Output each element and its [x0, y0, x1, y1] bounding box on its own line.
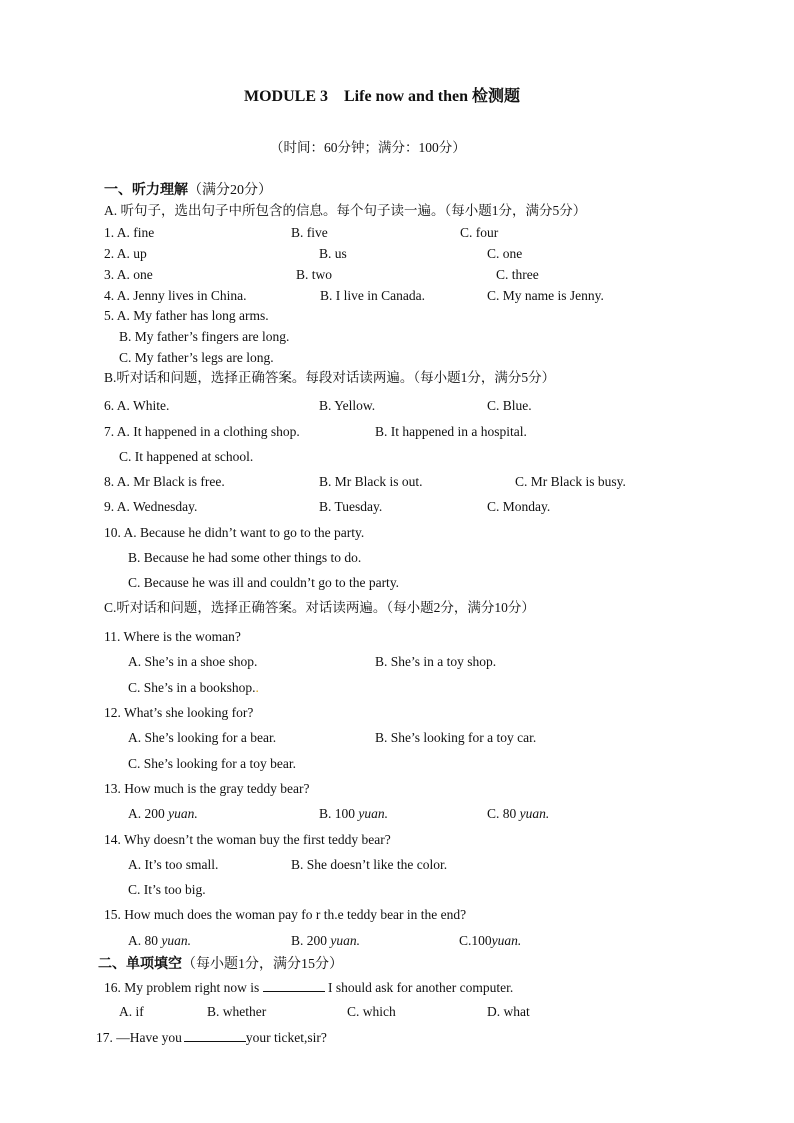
q6-option-b: B. Yellow.: [319, 398, 376, 413]
q1-option-b: B. five: [291, 225, 328, 240]
section-score: （满分20分）: [188, 183, 272, 198]
page-subtitle: （时间：60分钟；满分：100分）: [270, 140, 466, 155]
q14-option-c: C. It’s too big.: [128, 882, 206, 897]
q10-option-c: C. Because he was ill and couldn’t go to the party.: [128, 575, 400, 590]
q10-option-a: 10. A. Because he didn’t want to go to the party.: [104, 525, 365, 540]
q3-option-c: C. three: [496, 267, 539, 282]
q15-option-a-text: A. 80: [128, 933, 158, 948]
q17-text-after: your ticket,sir?: [245, 1030, 327, 1045]
subsection-b: B.听对话和问题，选择正确答案。每段对话读两遍。（每小题1分，满分5分）: [104, 370, 556, 385]
unit-yuan: yuan.: [330, 933, 361, 948]
q16-option-c: C. which: [347, 1004, 396, 1019]
q15-question: 15. How much does the woman pay fo r th.e teddy bear in the end?: [104, 907, 467, 922]
q8-option-a: 8. A. Mr Black is free.: [104, 474, 225, 489]
q2-option-b: B. us: [319, 246, 347, 261]
q16-option-b: B. whether: [207, 1004, 267, 1019]
q16-text-before: 16. My problem right now is: [104, 980, 260, 995]
q15-option-c-text: C.100: [459, 933, 492, 948]
q4-option-c: C. My name is Jenny.: [487, 288, 604, 303]
q11-option-b: B. She’s in a toy shop.: [375, 654, 497, 669]
answer-blank: [184, 1029, 246, 1042]
q1-option-a: 1. A. fine: [104, 225, 155, 240]
q13-question: 13. How much is the gray teddy bear?: [104, 781, 310, 796]
section-title: 二、单项填空: [98, 957, 182, 972]
q16-question: [104, 979, 513, 996]
q5-option-b: B. My father’s fingers are long.: [119, 329, 290, 344]
section-title: 一、听力理解: [104, 183, 188, 198]
q8-option-b: B. Mr Black is out.: [319, 474, 423, 489]
page-title: MODULE 3 Life now and then 检测题: [244, 88, 521, 105]
q5-option-c: C. My father’s legs are long.: [119, 350, 274, 365]
subsection-c: C.听对话和问题，选择正确答案。对话读两遍。（每小题2分，满分10分）: [104, 600, 535, 615]
q4-option-b: B. I live in Canada.: [320, 288, 425, 303]
q7-option-a: 7. A. It happened in a clothing shop.: [104, 424, 300, 439]
q16-text-after: I should ask for another computer.: [328, 980, 514, 995]
unit-yuan: yuan.: [161, 933, 191, 948]
unit-yuan: yuan.: [519, 806, 550, 821]
section-heading-listening: [104, 183, 272, 199]
q12-option-b: B. She’s looking for a toy car.: [375, 730, 537, 745]
subsection-a: A. 听句子，选出句子中所包含的信息。每个句子读一遍。（每小题1分，满分5分）: [104, 203, 587, 218]
q2-option-a: 2. A. up: [104, 246, 147, 261]
q3-option-b: B. two: [296, 267, 333, 282]
q13-option-b-text: B. 100: [319, 806, 356, 821]
q13-option-c: [487, 806, 549, 822]
q15-option-c: [459, 933, 521, 949]
q10-option-b: B. Because he had some other things to do.: [128, 550, 362, 565]
q16-option-a: A. if: [119, 1004, 144, 1019]
q7-option-c: C. It happened at school.: [119, 449, 254, 464]
section-heading-single-choice: [98, 957, 343, 973]
unit-yuan: yuan.: [491, 933, 522, 948]
section-score: （每小题1分，满分15分）: [182, 957, 343, 972]
q13-option-a: [128, 806, 198, 822]
q14-option-b: B. She doesn’t like the color.: [291, 857, 448, 872]
q4-option-a: 4. A. Jenny lives in China.: [104, 288, 247, 303]
q11-option-a: A. She’s in a shoe shop.: [128, 654, 258, 669]
q15-option-a: [128, 933, 191, 949]
q13-option-b: [319, 806, 388, 822]
stray-dot: .: [255, 680, 259, 695]
q3-option-a: 3. A. one: [104, 267, 153, 282]
q17-question: [96, 1029, 327, 1046]
q9-option-a: 9. A. Wednesday.: [104, 499, 198, 514]
q12-question: 12. What’s she looking for?: [104, 705, 254, 720]
q14-question: 14. Why doesn’t the woman buy the first teddy bear?: [104, 832, 391, 847]
unit-yuan: yuan.: [168, 806, 198, 821]
q13-option-a-text: A. 200: [128, 806, 165, 821]
unit-yuan: yuan.: [358, 806, 389, 821]
q7-option-b: B. It happened in a hospital.: [375, 424, 527, 439]
q8-option-c: C. Mr Black is busy.: [515, 474, 626, 489]
q12-option-c: C. She’s looking for a toy bear.: [128, 756, 296, 771]
q5-option-a: 5. A. My father has long arms.: [104, 308, 269, 323]
q2-option-c: C. one: [487, 246, 523, 261]
q1-option-c: C. four: [460, 225, 499, 240]
q13-option-c-text: C. 80: [487, 806, 517, 821]
q11-question: 11. Where is the woman?: [104, 629, 241, 644]
q11-option-c-text: C. She’s in a bookshop.: [128, 680, 256, 695]
q9-option-b: B. Tuesday.: [319, 499, 383, 514]
q11-option-c: [128, 680, 259, 696]
q12-option-a: A. She’s looking for a bear.: [128, 730, 277, 745]
q16-option-d: D. what: [487, 1004, 530, 1019]
answer-blank: [263, 979, 325, 992]
q6-option-a: 6. A. White.: [104, 398, 170, 413]
q15-option-b: [291, 933, 360, 949]
q6-option-c: C. Blue.: [487, 398, 532, 413]
q9-option-c: C. Monday.: [487, 499, 551, 514]
q15-option-b-text: B. 200: [291, 933, 328, 948]
q17-text-before: 17. —Have you: [96, 1030, 182, 1045]
q14-option-a: A. It’s too small.: [128, 857, 219, 872]
